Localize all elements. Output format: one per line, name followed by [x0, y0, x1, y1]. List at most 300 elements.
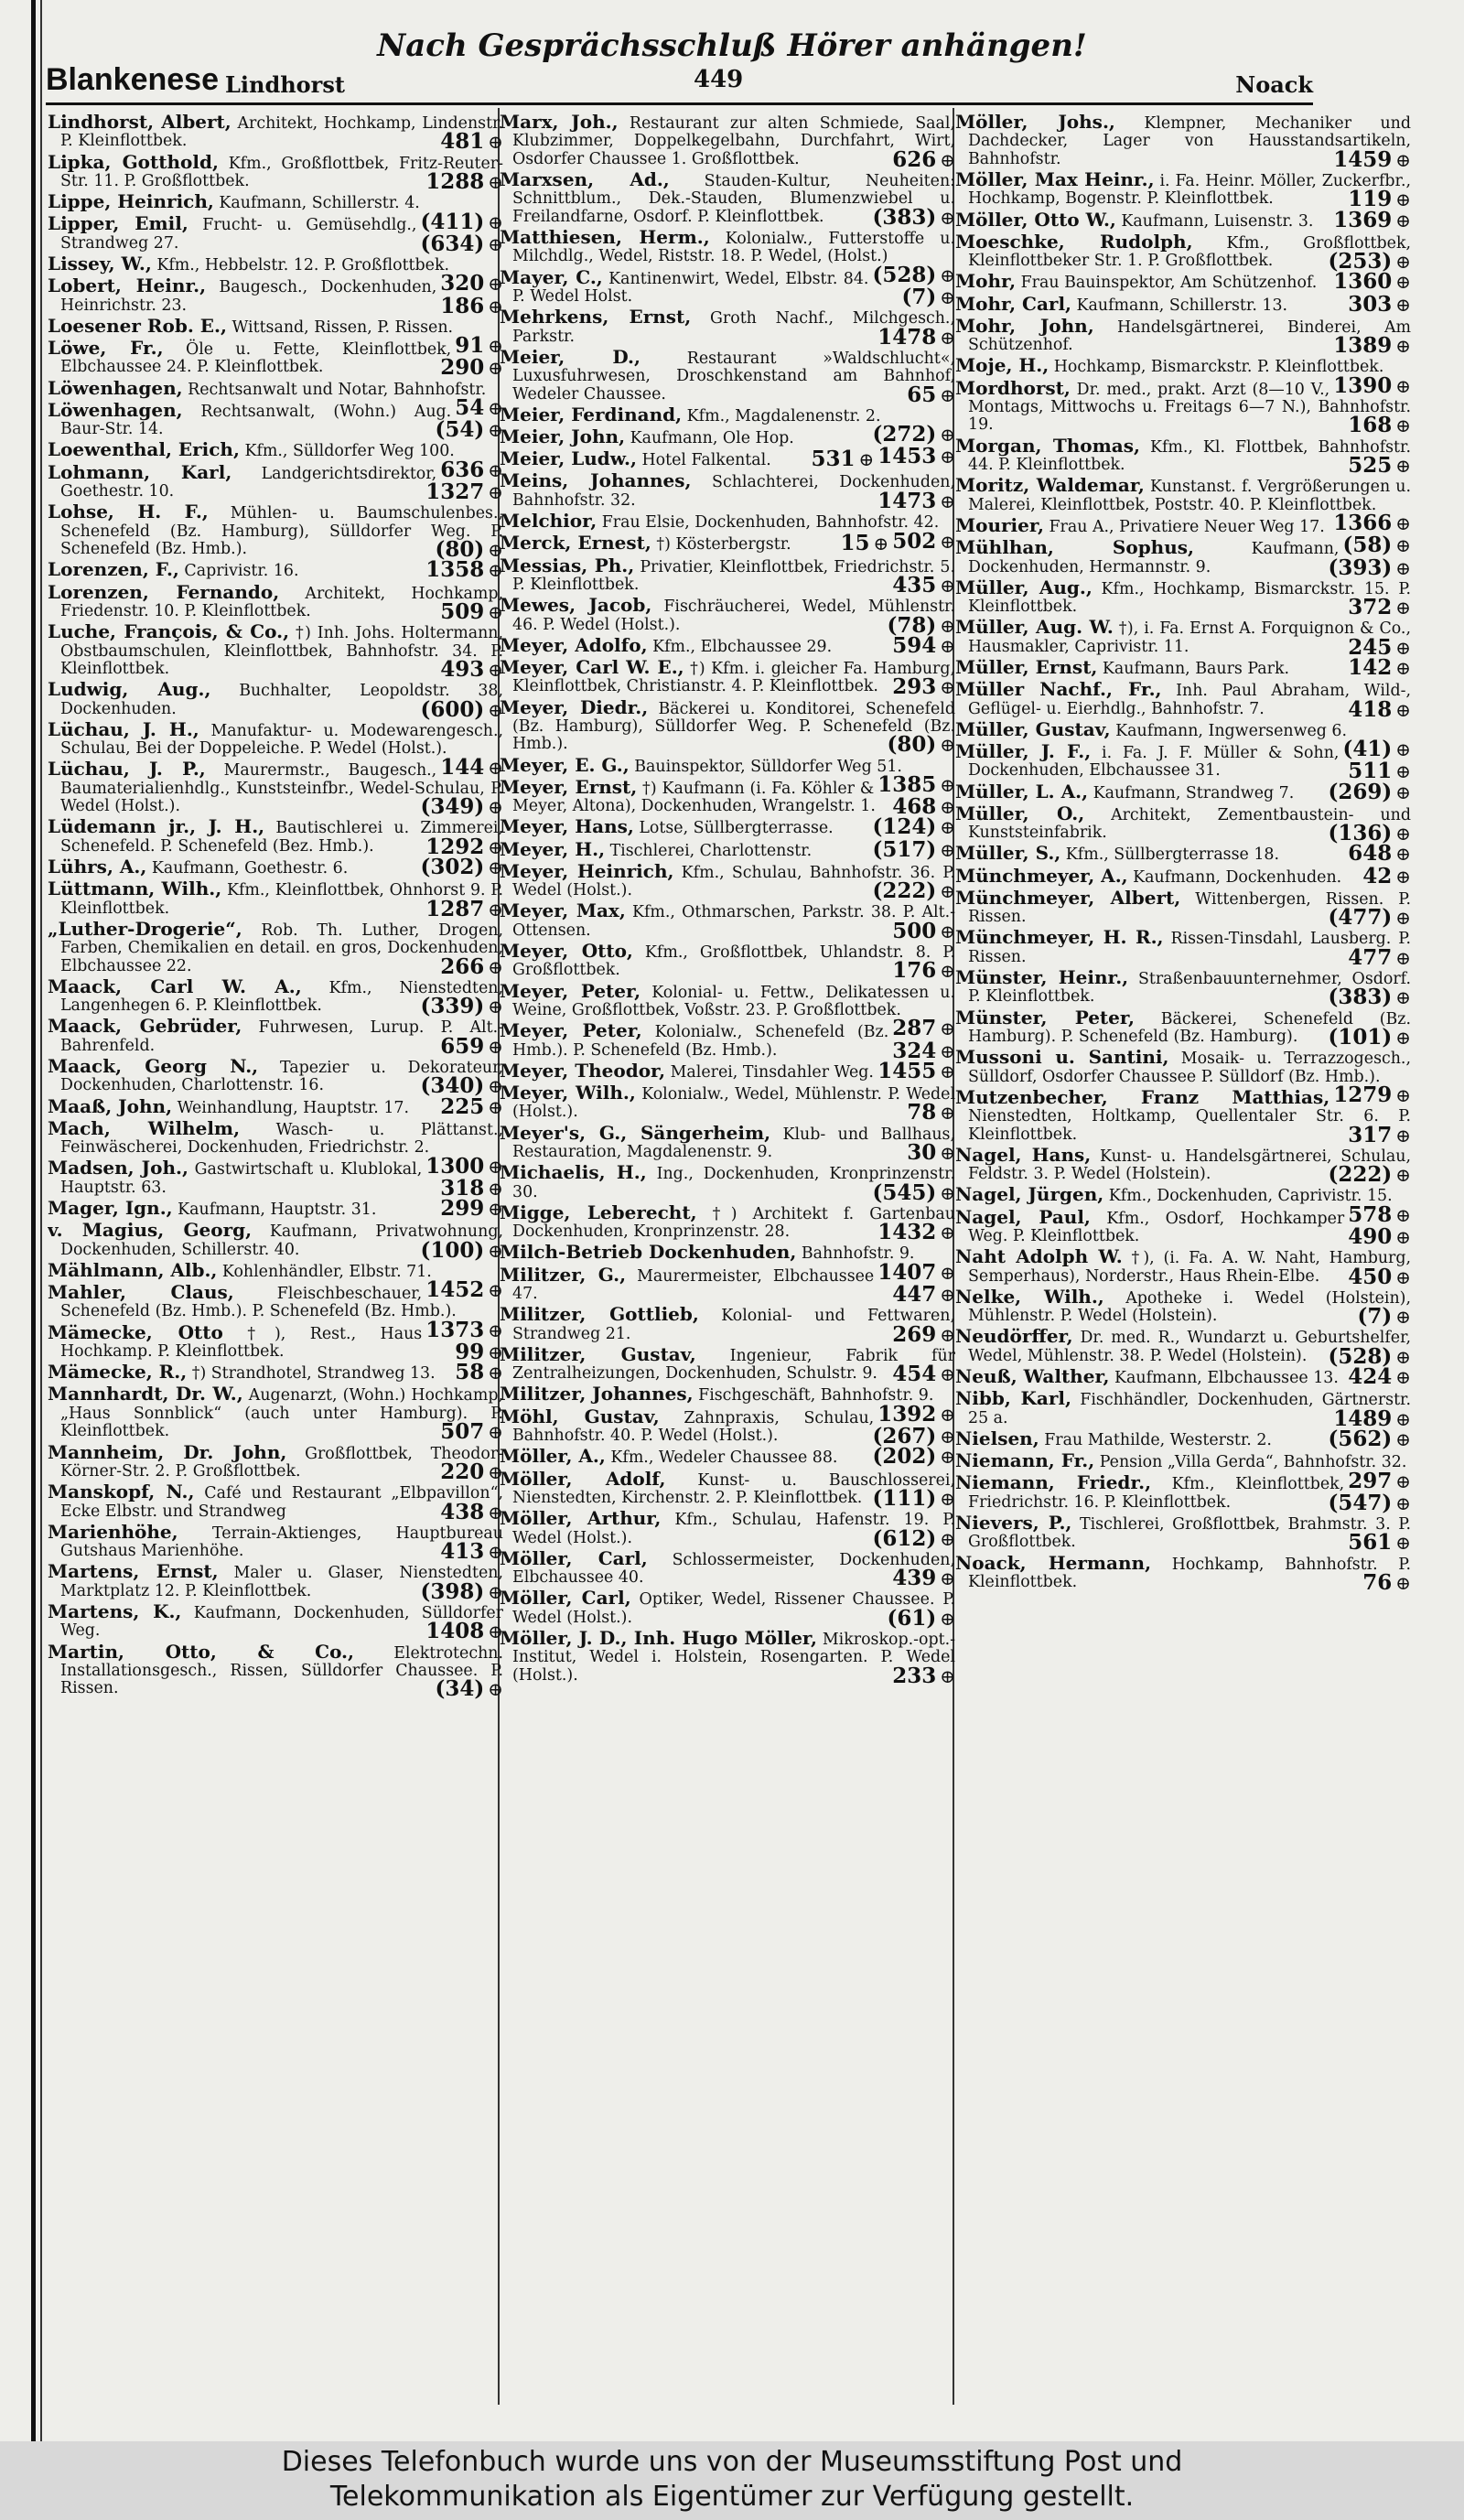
directory-entry	[500, 695, 955, 758]
phone-icon: ⊕	[488, 1198, 503, 1221]
phone-icon: ⊕	[940, 796, 955, 819]
directory-entry	[48, 620, 503, 682]
entry-details: Öle u. Fette, Kleinflottbek, Elbchaussee 24. P. Kleinflottbek.	[60, 340, 452, 377]
entry-details: Caprivistr. 16.	[184, 562, 299, 581]
phone-icon: ⊕	[940, 1181, 955, 1204]
phone-icon: ⊕	[1395, 1470, 1411, 1492]
directory-entry	[48, 580, 503, 624]
phone-number: 636 ⊕	[440, 457, 503, 482]
entry-details: Kfm., Dockenhuden, Caprivistr. 15.	[1108, 1187, 1393, 1206]
entry-name: Müller, Aug. W.	[955, 616, 1114, 639]
entry-name: Mählmann, Alb.,	[48, 1258, 218, 1281]
entry-name: Meyer, Carl W. E.,	[500, 655, 684, 678]
directory-entry	[48, 557, 503, 583]
entry-details: Kfm., Osdorf, Hochkamper Weg. P. Kleinflottbek.	[968, 1209, 1345, 1246]
phone-icon: ⊕	[488, 1621, 503, 1643]
entry-name: Müller, Aug.,	[955, 576, 1093, 598]
phone-number: (58) ⊕	[1342, 533, 1411, 558]
entry-name: Lippe, Heinrich,	[48, 190, 214, 213]
entry-details: Kfm., Hebbelstr. 12. P. Großflottbek.	[156, 256, 450, 275]
phone-icon: ⊕	[488, 458, 503, 481]
directory-entry	[500, 836, 955, 862]
entry-details: Inh. Paul Abraham, Wild-, Geflügel- u. Eierhdlg., Bahnhofstr. 7.	[968, 682, 1411, 718]
phone-icon: ⊕	[1395, 843, 1411, 866]
entry-name: Militzer, Gottlieb,	[500, 1303, 699, 1326]
column-2	[500, 113, 955, 2401]
phone-icon: ⊕	[940, 734, 955, 757]
phone-number: 119 ⊕	[1348, 187, 1411, 212]
entry-name: Morgan, Thomas,	[955, 434, 1140, 457]
phone-icon: ⊕	[940, 1487, 955, 1510]
phone-icon: ⊕	[940, 676, 955, 699]
phone-number: 78 ⊕	[907, 1100, 955, 1125]
phone-icon: ⊕	[1395, 907, 1411, 930]
phone-number: 1385 ⊕	[877, 771, 955, 797]
entry-details: Kaufmann, Luisenstr. 3.	[1121, 211, 1314, 231]
entry-name: Lobert, Heinr.,	[48, 275, 207, 297]
phone-number: (612) ⊕	[872, 1525, 955, 1551]
entry-name: Neuß, Walther,	[955, 1365, 1110, 1388]
phone-icon: ⊕	[1395, 1084, 1411, 1107]
phone-number: 481 ⊕	[440, 129, 503, 155]
phone-icon: ⊕	[1395, 512, 1411, 535]
entry-details: Stauden-Kultur, Neuheiten: Schnittblum., Dek.-Stauden, Blumenzwiebel u. Freilandfarne, Osdorf. P. Kleinflottbek.	[512, 172, 955, 226]
phone-icon: ⊕	[488, 295, 503, 318]
entry-details: Kolonialw., Wedel, Mühlenstr. P. Wedel (Holst.).	[512, 1085, 955, 1122]
binding-rule-inner	[40, 0, 42, 2441]
phone-number: 1327 ⊕	[425, 479, 503, 505]
entry-details: Fischhändler, Dockenhuden, Gärtnerstr. 25 a.	[968, 1391, 1411, 1427]
directory-entry	[955, 536, 1411, 580]
directory-entry	[955, 739, 1411, 784]
phone-number: 144 ⊕	[440, 754, 503, 780]
entry-details: Kfm., Süllbergterrasse 18.	[1065, 845, 1280, 865]
entry-details: Architekt, Hochkamp, Friedenstr. 10. P. Kleinflottbek.	[60, 584, 503, 620]
entry-details: i. Fa. J. F. Müller & Sohn, Dockenhuden, Elbchaussee 31.	[968, 743, 1340, 781]
phone-number: 531 ⊕	[811, 447, 875, 472]
entry-name: Meier, John,	[500, 425, 626, 448]
phone-number: (222) ⊕	[1328, 1162, 1411, 1188]
entry-details: Kolonialw., Schenefeld (Bz. Hmb.). P. Schenefeld (Bz. Hmb.).	[512, 1023, 889, 1060]
entry-name: Münster, Peter,	[955, 1006, 1135, 1028]
phone-icon: ⊕	[488, 419, 503, 442]
column-3	[955, 113, 1411, 2401]
directory-entry	[955, 678, 1411, 722]
entry-name: Möller, A.,	[500, 1445, 606, 1468]
phone-icon: ⊕	[488, 397, 503, 420]
entry-details: Bäckerei u. Konditorei, Schenefeld (Bz. Hamburg), Sülldorfer Weg. P. Schenefeld (Bz. Hmb.).	[512, 699, 955, 754]
binding-rule	[31, 0, 36, 2441]
phone-icon: ⊕	[1395, 1366, 1411, 1389]
phone-icon: ⊕	[1395, 738, 1411, 761]
entry-details: †) Kösterbergstr.	[656, 535, 791, 555]
phone-number: (7) ⊕	[901, 285, 955, 310]
entry-name: Müller, L. A.,	[955, 780, 1089, 802]
entry-name: Mayer, C.,	[500, 265, 603, 288]
entry-name: Meyer, H.,	[500, 837, 606, 860]
phone-icon: ⊕	[1395, 1571, 1411, 1594]
phone-number: 659 ⊕	[440, 1033, 503, 1059]
entry-name: Möller, Otto W.,	[955, 208, 1116, 231]
entry-details: Kaufmann, Schillerstr. 4.	[219, 194, 420, 213]
phone-icon: ⊕	[488, 1501, 503, 1524]
entry-details: Kaufmann, Dockenhuden, Sülldorfer Weg.	[60, 1603, 503, 1641]
phone-icon: ⊕	[1395, 1345, 1411, 1368]
entry-details: Hochkamp, Bahnhofstr. P. Kleinflottbek.	[968, 1555, 1411, 1591]
phone-icon: ⊕	[488, 1541, 503, 1564]
phone-number: (383) ⊕	[872, 204, 955, 230]
directory-entry	[48, 1599, 503, 1644]
directory-entry	[955, 886, 1411, 931]
directory-entry	[48, 333, 503, 381]
directory-entry	[955, 654, 1411, 680]
entry-details: Weinhandlung, Hauptstr. 17.	[177, 1098, 410, 1117]
entry-name: Lüttmann, Wilh.,	[48, 878, 222, 900]
entry-details: Dr. med. R., Wundarzt u. Geburtshelfer, Wedel, Mühlenstr. 38. P. Wedel (Holstein).	[968, 1329, 1411, 1365]
phone-icon: ⊕	[488, 1035, 503, 1058]
phone-number: (80) ⊕	[887, 732, 955, 758]
phone-number: 269 ⊕	[892, 1321, 955, 1347]
entry-name: Migge, Leberecht,	[500, 1201, 697, 1223]
entry-name: Moje, H.,	[955, 354, 1050, 377]
entry-details: Ingenieur, Fabrik für Zentralheizungen, Dockenhuden, Schulstr. 9.	[512, 1346, 955, 1384]
entry-name: Müller, J. F.,	[955, 739, 1092, 762]
phone-icon: ⊕	[1395, 148, 1411, 171]
entry-name: Meyer, Wilh.,	[500, 1082, 636, 1104]
entry-name: Nievers, P.,	[955, 1511, 1072, 1534]
phone-icon: ⊕	[940, 490, 955, 512]
phone-number: (124) ⊕	[872, 814, 955, 840]
phone-number: 1432 ⊕	[877, 1220, 955, 1245]
phone-number: 450 ⊕	[1348, 1264, 1411, 1289]
phone-icon: ⊕	[940, 206, 955, 229]
phone-icon: ⊕	[488, 273, 503, 296]
entry-details: Kaufmann, Dockenhuden.	[1133, 867, 1342, 887]
directory-entry	[48, 1440, 503, 1484]
phone-icon: ⊕	[940, 1222, 955, 1244]
phone-number: 1489 ⊕	[1333, 1405, 1411, 1431]
entry-details: Kaufmann, Ole Hop.	[630, 429, 794, 448]
directory-entry	[955, 1364, 1411, 1390]
directory-entry	[48, 854, 503, 879]
phone-icon: ⊕	[940, 148, 955, 171]
phone-icon: ⊕	[488, 539, 503, 562]
directory-entry	[48, 1640, 503, 1702]
phone-icon: ⊕	[488, 1319, 503, 1341]
entry-name: Marienhöhe,	[48, 1520, 178, 1543]
phone-number: (54) ⊕	[435, 417, 503, 443]
entry-details: Kaufmann, Elbchaussee 13.	[1114, 1369, 1339, 1388]
entry-name: Meier, D.,	[500, 345, 640, 368]
phone-icon: ⊕	[1395, 946, 1411, 969]
phone-number: 303 ⊕	[1348, 291, 1411, 317]
entry-name: Möller, Carl,	[500, 1587, 631, 1610]
phone-number: 1389 ⊕	[1333, 333, 1411, 359]
entry-details: Rissen-Tinsdahl, Lausberg. P. Rissen.	[968, 930, 1411, 966]
directory-entry	[48, 1520, 503, 1565]
entry-name: Maack, Gebrüder,	[48, 1015, 242, 1038]
phone-number: 438 ⊕	[440, 1499, 503, 1524]
entry-name: Mehrkens, Ernst,	[500, 306, 692, 328]
phone-number: 418 ⊕	[1348, 696, 1411, 722]
phone-icon: ⊕	[1395, 1306, 1411, 1329]
phone-number: (111) ⊕	[872, 1485, 955, 1511]
directory-entry	[500, 1467, 955, 1511]
entry-details: Nienstedten, Holtkamp, Quellentaler Str. 6. P. Kleinflottbek.	[968, 1107, 1411, 1144]
entry-details: Restaurant zur alten Schmiede, Saal, Klubzimmer, Doppelkegelbahn, Durchfahrt, Wirt, Osdorfer Chaussee 1. Großflottbek.	[512, 114, 955, 168]
phone-icon: ⊕	[1395, 1532, 1411, 1555]
phone-icon: ⊕	[940, 1018, 955, 1040]
directory-entry	[955, 230, 1411, 275]
directory-entry	[500, 814, 955, 840]
phone-number: 509 ⊕	[440, 598, 503, 624]
phone-icon: ⊕	[488, 210, 503, 233]
directory-entry	[500, 1121, 955, 1166]
phone-number: (34) ⊕	[435, 1676, 503, 1702]
phone-icon: ⊕	[1395, 656, 1411, 679]
phone-number: 594 ⊕	[892, 632, 955, 658]
phone-number: 91 ⊕	[455, 333, 503, 359]
entry-details: Kfm., Nienstedten, Langenhegen 6. P. Kleinflottbek.	[60, 978, 503, 1016]
entry-details: Bautischlerei u. Zimmerei, Schenefeld. P. Schenefeld (Bez. Hmb.).	[60, 819, 503, 856]
phone-number: (253) ⊕	[1328, 249, 1411, 275]
entry-name: Müller, Ernst,	[955, 655, 1098, 678]
entry-details: Tapezier u. Dekorateur, Dockenhuden, Charlottenstr. 16.	[60, 1059, 503, 1095]
header-notice: Nach Gesprächsschluß Hörer anhängen!	[377, 27, 1087, 64]
directory-entry	[955, 1325, 1411, 1369]
phone-icon: ⊕	[488, 1341, 503, 1364]
phone-icon: ⊕	[940, 1403, 955, 1426]
phone-number: 320 ⊕	[440, 271, 503, 296]
entry-name: Mohr, John,	[955, 314, 1094, 337]
entry-details: Mosaik- u. Terrazzogesch., Sülldorf, Osdorfer Chaussee P. Sülldorf (Bz. Hmb.).	[968, 1050, 1411, 1086]
entry-name: Nagel, Jürgen,	[955, 1183, 1104, 1206]
phone-icon: ⊕	[940, 1607, 955, 1630]
phone-icon: ⊕	[488, 357, 503, 380]
phone-number: 220 ⊕	[440, 1459, 503, 1484]
entry-name: Nagel, Hans,	[955, 1143, 1092, 1166]
phone-number: (393) ⊕	[1328, 555, 1411, 580]
directory-entry	[48, 975, 503, 1019]
entry-name: Messias, Ph.,	[500, 554, 635, 576]
phone-icon: ⊕	[1395, 251, 1411, 274]
phone-icon: ⊕	[1395, 534, 1411, 557]
phone-icon: ⊕	[488, 335, 503, 358]
phone-icon: ⊕	[940, 773, 955, 796]
phone-icon: ⊕	[940, 1323, 955, 1346]
entry-details: Rob. Th. Luther, Drogen, Farben, Chemikalien en detail. en gros, Dockenhuden, Elbchaussee 22.	[60, 921, 503, 975]
directory-entry	[955, 1387, 1411, 1431]
entry-details: Wasch- u. Plättanst., Feinwäscherei, Dockenhuden, Friedrichstr. 2.	[60, 1120, 503, 1158]
entry-name: Merck, Ernest,	[500, 532, 651, 555]
phone-number: 507 ⊕	[440, 1419, 503, 1445]
entry-details: Gastwirtschaft u. Klublokal, Hauptstr. 63.	[60, 1160, 423, 1197]
entry-details: Kaufmann, Baurs Park.	[1102, 659, 1290, 678]
phone-icon: ⊕	[1395, 455, 1411, 478]
entry-name: Naht Adolph W.	[955, 1245, 1123, 1268]
directory-entry	[48, 1153, 503, 1201]
phone-number: 1455 ⊕	[877, 1058, 955, 1083]
entry-name: Lüdemann jr., J. H.,	[48, 815, 265, 838]
entry-details: Kfm., Kl. Flottbek, Bahnhofstr. 44. P. Kleinflottbek.	[968, 437, 1411, 475]
directory-entry	[955, 434, 1411, 479]
entry-details: †), Rest., Haus Hochkamp. P. Kleinflottbek.	[60, 1324, 423, 1362]
entry-details: Kunstanst. f. Vergrößerungen u. Malerei, Kleinflottbek, Poststr. 40. P. Kleinflottbek.	[968, 478, 1411, 514]
directory-entry	[500, 1019, 955, 1063]
directory-entry	[48, 754, 503, 820]
entry-details: Maler u. Glaser, Nienstedten, Marktplatz 12. P. Kleinflottbek.	[60, 1564, 503, 1600]
entry-name: Meyer, Peter,	[500, 1019, 642, 1042]
phone-number: (517) ⊕	[872, 836, 955, 862]
phone-number: 176 ⊕	[892, 958, 955, 984]
entry-details: †), (i. Fa. A. W. Naht, Hamburg, Semperhaus), Norderstr., Haus Rhein-Elbe.	[968, 1249, 1411, 1286]
entry-name: Mannheim, Dr. John,	[48, 1440, 287, 1463]
phone-number: (302) ⊕	[420, 854, 503, 879]
phone-number: 372 ⊕	[1348, 595, 1411, 620]
entry-details: Kaufmann, Goethestr. 6.	[151, 858, 349, 878]
phone-number: (547) ⊕	[1328, 1490, 1411, 1515]
entry-details: Frau A., Privatiere Neuer Weg 17.	[1049, 517, 1325, 536]
directory-entry	[955, 291, 1411, 317]
entry-name: Möhl, Gustav,	[500, 1405, 660, 1427]
entry-name: Manskopf, N.,	[48, 1481, 195, 1503]
entry-name: Möller, J. D., Inh. Hugo Möller,	[500, 1626, 817, 1649]
directory-entry	[48, 1015, 503, 1059]
phone-number: 58 ⊕	[455, 1360, 503, 1385]
phone-number: 477 ⊕	[1348, 944, 1411, 970]
entry-name: Müller Nachf., Fr.,	[955, 678, 1162, 701]
phone-icon: ⊕	[873, 533, 889, 555]
phone-icon: ⊕	[488, 756, 503, 779]
entry-name: Möller, Arthur,	[500, 1507, 662, 1530]
entry-details: Handelsgärtnerei, Binderei, Am Schützenhof.	[968, 318, 1411, 355]
entry-name: Martens, Ernst,	[48, 1560, 219, 1583]
entry-details: Ing., Dockenhuden, Kronprinzenstr. 30.	[512, 1165, 955, 1201]
entry-name: Maack, Carl W. A.,	[48, 975, 302, 997]
phone-number: 424 ⊕	[1348, 1364, 1411, 1390]
phone-number: 297 ⊕	[1348, 1468, 1411, 1493]
directory-entry	[955, 1006, 1411, 1050]
entry-name: Münchmeyer, H. R.,	[955, 926, 1164, 949]
phone-icon: ⊕	[488, 1095, 503, 1118]
entry-name: Müller, S.,	[955, 842, 1061, 865]
entry-details: Dr. med., prakt. Arzt (8—10 V., Montags, Mittwochs u. Freitags 6—7 N.), Bahnhofstr. 19.	[968, 380, 1411, 435]
phone-icon: ⊕	[488, 1580, 503, 1603]
phone-number: 561 ⊕	[1348, 1530, 1411, 1556]
phone-number: 511 ⊕	[1348, 759, 1411, 784]
footer-line-1: Dieses Telefonbuch wurde uns von der Museumsstiftung Post und	[281, 2446, 1183, 2478]
phone-number: (349) ⊕	[420, 794, 503, 820]
directory-entry	[48, 501, 503, 563]
phone-number: 54 ⊕	[455, 395, 503, 421]
entry-details: Frau Elsie, Dockenhuden, Bahnhofstr. 42.	[601, 513, 940, 533]
phone-icon: ⊕	[1395, 698, 1411, 721]
entry-name: Meyer, Adolfo,	[500, 633, 648, 656]
entry-details: Groth Nachf., Milchgesch., Parkstr.	[512, 309, 955, 346]
directory-entry	[500, 859, 955, 904]
entry-details: Kantinenwirt, Wedel, Elbstr. 84. P. Wedel Holst.	[512, 269, 869, 307]
phone-number: 290 ⊕	[440, 355, 503, 381]
phone-number: (78) ⊕	[887, 612, 955, 638]
phone-icon: ⊕	[940, 530, 955, 553]
phone-icon: ⊕	[940, 960, 955, 983]
phone-number: 1360 ⊕	[1333, 269, 1411, 295]
entry-details: Maurermstr., Baugesch., Baumaterialienhdlg., Kunststeinfbr., Wedel-Schulau, P. Wedel (Holst.).	[60, 761, 503, 816]
entry-details: Kaufmann, Privatwohnung, Dockenhuden, Schillerstr. 40.	[60, 1222, 503, 1259]
directory-entry	[500, 1082, 955, 1125]
entry-details: Kfm., Hochkamp, Bismarckstr. 15. P. Kleinflottbek.	[968, 579, 1411, 617]
entry-name: Mordhorst,	[955, 376, 1071, 399]
phone-number: 142 ⊕	[1348, 654, 1411, 680]
entry-details: Kaufmann, Schillerstr. 13.	[1076, 296, 1288, 315]
phone-icon: ⊕	[1395, 865, 1411, 888]
directory-entry	[500, 447, 955, 472]
directory-entry	[500, 1161, 955, 1205]
phone-icon: ⊕	[1395, 556, 1411, 579]
phone-icon: ⊕	[488, 1678, 503, 1701]
entry-name: Meyer, Theodor,	[500, 1059, 666, 1082]
entry-details: Fuhrwesen, Lurup. P. Alt.-Bahrenfeld.	[60, 1018, 503, 1055]
phone-number: (202) ⊕	[872, 1444, 955, 1470]
phone-number: 525 ⊕	[1348, 453, 1411, 479]
phone-icon: ⊕	[488, 1362, 503, 1384]
entry-details: Kaufmann, Ingwersenweg 6.	[1115, 721, 1348, 740]
entry-details: Kfm., Großflottbek, Fritz-Reuter-Str. 11. P. Großflottbek.	[60, 154, 503, 191]
entry-name: Lipka, Gotthold,	[48, 150, 219, 173]
phone-number: 454 ⊕	[892, 1362, 955, 1387]
column-1	[48, 113, 503, 2401]
directory-entry	[48, 1481, 503, 1524]
entry-details: Straßenbauunternehmer, Osdorf. P. Kleinflottbek.	[968, 969, 1411, 1007]
phone-icon: ⊕	[488, 600, 503, 623]
phone-icon: ⊕	[1395, 1226, 1411, 1249]
entry-details: †) Kfm. i. gleicher Fa. Hamburg, Kleinflottbek, Christianstr. 4. P. Kleinflottbek.	[512, 659, 955, 696]
phone-icon: ⊕	[488, 559, 503, 582]
entry-name: Meyer, Peter,	[500, 979, 641, 1002]
entry-name: Lüchau, J. P.,	[48, 758, 206, 781]
phone-number: 15 ⊕	[840, 531, 889, 556]
entry-details: Kfm., Kleinflottbek, Ohnhorst 9. P. Kleinflottbek.	[60, 881, 503, 918]
entry-name: Mussoni u. Santini,	[955, 1046, 1169, 1069]
entry-name: Meier, Ferdinand,	[500, 403, 683, 425]
phone-icon: ⊕	[1395, 1164, 1411, 1187]
entry-details: †) Strandhotel, Strandweg 13.	[191, 1364, 436, 1384]
entry-name: Niemann, Friedr.,	[955, 1471, 1152, 1494]
entry-details: Kaufmann, Dockenhuden, Hermannstr. 9.	[968, 540, 1340, 576]
entry-name: Müller, O.,	[955, 802, 1085, 824]
entry-name: Martens, K.,	[48, 1599, 182, 1622]
page-number: 449	[694, 66, 744, 93]
phone-number: (600) ⊕	[420, 696, 503, 722]
entry-details: Kolonialw., Futterstoffe u. Milchdlg., Wedel, Riststr. 18. P. Wedel, (Holst.)	[512, 230, 955, 266]
phone-icon: ⊕	[488, 1421, 503, 1444]
phone-icon: ⊕	[940, 446, 955, 468]
directory-entry	[48, 209, 503, 256]
directory-entry	[500, 1342, 955, 1387]
entry-name: Neudörffer,	[955, 1325, 1073, 1348]
phone-icon: ⊕	[488, 1239, 503, 1262]
phone-icon: ⊕	[940, 1363, 955, 1386]
directory-entry	[955, 207, 1411, 232]
directory-entry	[500, 1546, 955, 1591]
directory-entry	[955, 168, 1411, 212]
directory-entry	[955, 779, 1411, 804]
directory-entry	[955, 1551, 1411, 1595]
footer-line-2: Telekommunikation als Eigentümer zur Verfügung gestellt.	[329, 2481, 1135, 2513]
directory-entry	[500, 594, 955, 638]
entry-name: Möller, Carl,	[500, 1546, 648, 1569]
entry-name: Mannhardt, Dr. W.,	[48, 1383, 243, 1405]
